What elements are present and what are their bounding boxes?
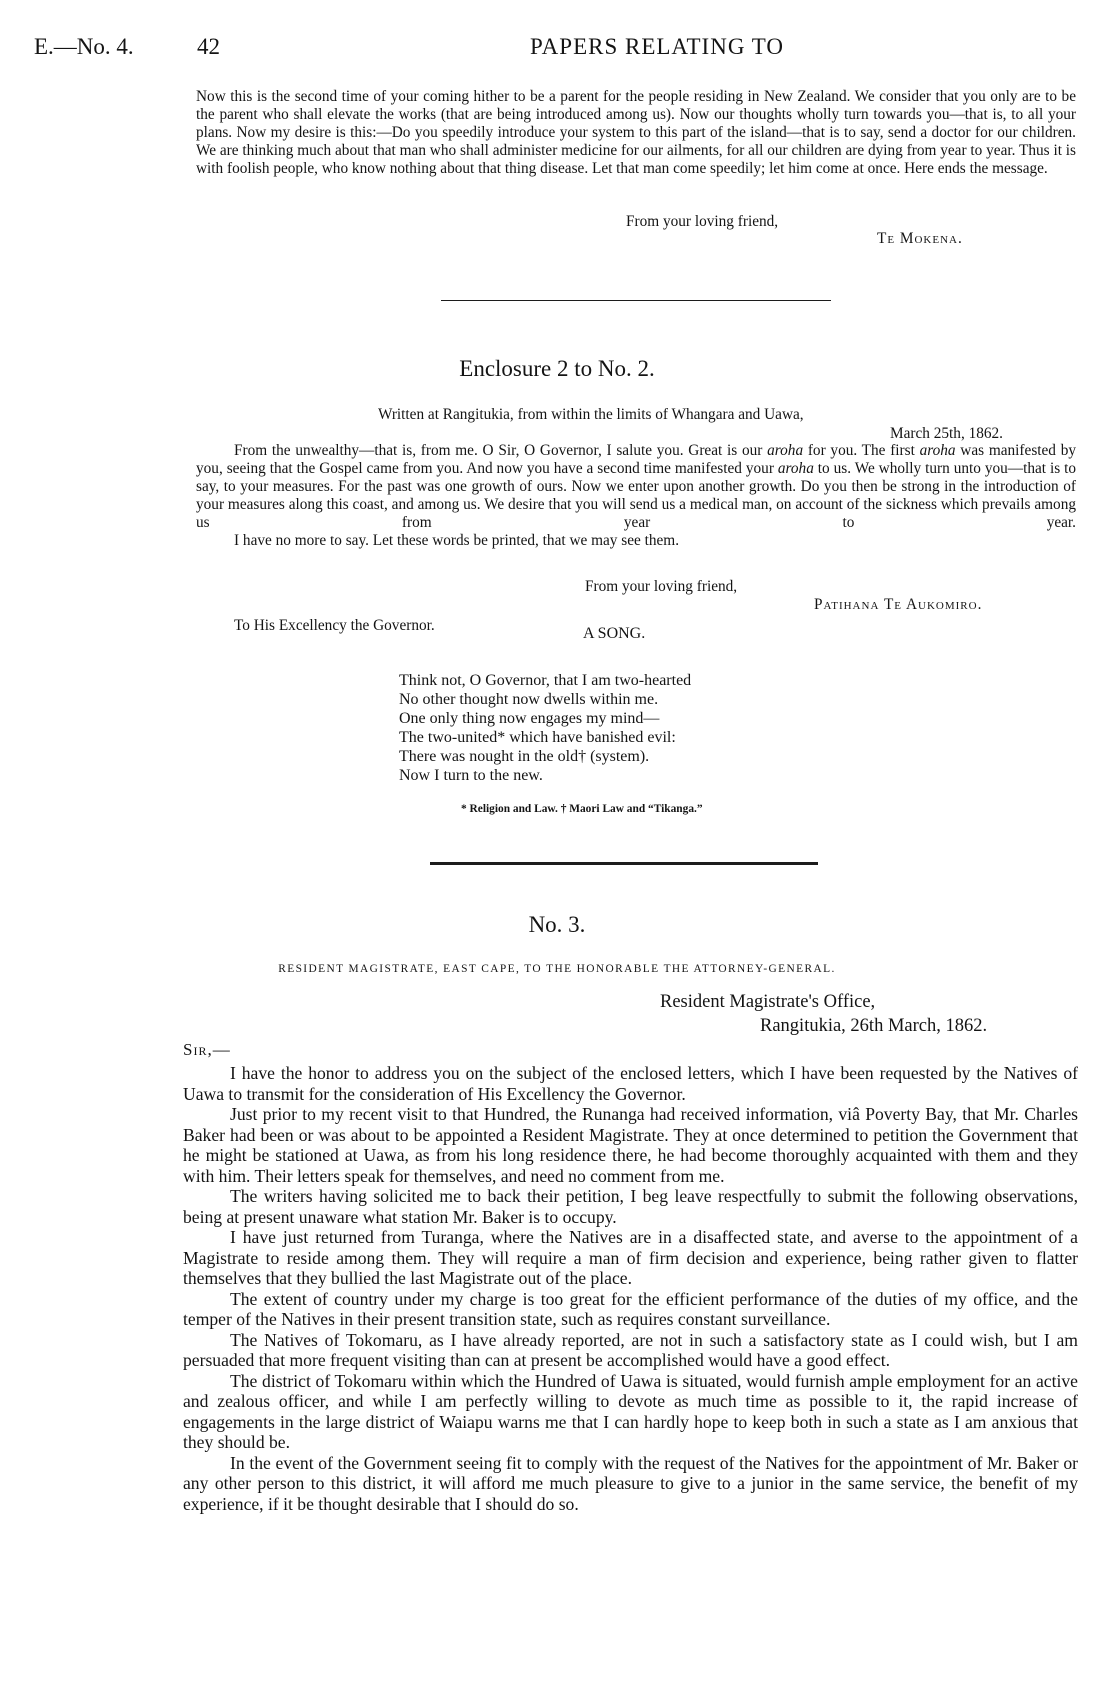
report-paragraph: Just prior to my recent visit to that Hundred, the Runanga had received information, viâ Poverty Bay, that Mr. Charles Baker had been or was about to be appointed a Resident Magistrate. They at once determined to petition the Government that he might be stationed at Uawa, as from his long residence there, he had become thoroughly acquainted with them and they with him. Their letters speak for themselves, and need no comment from me. xyxy=(183,1104,1078,1186)
text-run: for you. The first xyxy=(803,442,920,459)
enclosure-heading: Enclosure 2 to No. 2. xyxy=(459,356,655,381)
sender-address-line: Resident Magistrate's Office, xyxy=(660,992,876,1012)
maori-word: aroha xyxy=(919,442,956,459)
text-run: From the unwealthy—that is, from me. O Sir, O Governor, I salute you. Great is our xyxy=(234,442,768,459)
report-paragraph: The district of Tokomaru within which the Hundred of Uawa is situated, would furnish ample employment for an active and zealous officer, and while I am perfectly willing to devote as much time as possible to it, the rapid increase of engagements in the large district of Waiapu warns me that I can hardly hope to keep both in such a state as I am anxious that they should be. xyxy=(183,1370,1078,1452)
letter-date: March 25th, 1862. xyxy=(890,425,1004,442)
song-line: No other thought now dwells within me. xyxy=(399,690,659,708)
sender-address-date: Rangitukia, 26th March, 1862. xyxy=(760,1016,988,1036)
report-paragraph: In the event of the Government seeing fit to comply with the request of the Natives for the appointment of Mr. Baker or any other person to this district, it will afford me much pleasure to give to a junior in the same service, the benefit of my experience, if it be thought desirable that I should do so. xyxy=(183,1452,1078,1514)
page-running-title: PAPERS RELATING TO xyxy=(529,34,785,59)
letter-body xyxy=(196,88,1076,178)
letter-paragraph: Now this is the second time of your coming hither to be a parent for the people residing in New Zealand. We consider that you only are to be the parent who shall elevate the works (that are being introduced among us). Now our thoughts wholly turn towards you—that is, to all your plans. Now my desire is this:—Do you speedily introduce your system to this part of the island—that is to say, send a doctor for our children. We are thinking much about that man who shall administer medicine for our ailments, for all our children are dying from year to year. Thus it is with foolish people, who know nothing about that thing disease. Let that man come speedily; let him come at once. Here ends the message. xyxy=(196,88,1076,177)
document-number-heading: No. 3. xyxy=(528,912,586,937)
maori-word: aroha xyxy=(767,442,804,459)
song-line: Now I turn to the new. xyxy=(399,766,543,784)
text-run: to us. We wholly turn unto you—that is to say, to your measures. For the past was one growth of ours. Now we enter upon another growth. Do you then be strong in the introduction of your measures along this coast, and among us. We desire that you will send us a medical man, on account of the sickness which prevails among us from year to year. xyxy=(196,459,1076,531)
enclosure-paragraph xyxy=(196,442,1076,532)
letter-signature: Te Mokena. xyxy=(877,230,963,247)
report-body xyxy=(183,1063,1078,1514)
section-divider-thick xyxy=(430,862,818,865)
song-line: The two-united* which have banished evil: xyxy=(399,728,676,746)
page-number: 42 xyxy=(197,34,220,59)
letter-closing: From your loving friend, xyxy=(585,578,738,595)
song-line: Think not, O Governor, that I am two-hearted xyxy=(399,672,692,689)
document-subheading: RESIDENT MAGISTRATE, EAST CAPE, TO THE HONORABLE THE ATTORNEY-GENERAL. xyxy=(278,963,836,975)
song-title: A SONG. xyxy=(583,625,646,642)
song-footnotes: * Religion and Law. † Maori Law and “Tikanga.” xyxy=(461,803,703,815)
song-line: One only thing now engages my mind— xyxy=(399,709,660,727)
enclosure-paragraph: I have no more to say. Let these words be printed, that we may see them. xyxy=(234,531,680,549)
maori-word: aroha xyxy=(777,459,814,477)
report-paragraph: I have just returned from Turanga, where the Natives are in a disaffected state, and averse to the appointment of a Magistrate to reside among them. They will require a man of firm decision and experience, being rather given to flatter themselves that they bullied the last Magistrate out of the place. xyxy=(183,1227,1078,1288)
section-divider xyxy=(441,300,831,301)
report-paragraph: The extent of country under my charge is too great for the efficient performance of the duties of my office, and the temper of the Natives in their present transition state, such as requires constant surveillance. xyxy=(183,1288,1078,1329)
report-paragraph: The writers having solicited me to back their petition, I beg leave respectfully to submit the following observations, being at present unaware what station Mr. Baker is to occupy. xyxy=(183,1186,1078,1227)
report-paragraph: The Natives of Tokomaru, as I have already reported, are not in such a satisfactory state as I could wish, but I am persuaded that more frequent visiting than can at present be accomplished would have a good effect. xyxy=(183,1329,1078,1370)
song-verse xyxy=(399,672,691,785)
report-paragraph: I have the honor to address you on the subject of the enclosed letters, which I have been requested by the Natives of Uawa to transmit for the consideration of His Excellency the Governor. xyxy=(183,1063,1078,1104)
document-reference: E.—No. 4. xyxy=(34,34,134,59)
song-line: There was nought in the old† (system). xyxy=(399,747,650,765)
text-run: was manifested by you, seeing that the Gospel came from you. And now you have a second time manifested your xyxy=(196,442,1076,477)
letter-closing: From your loving friend, xyxy=(626,213,779,230)
letter-place-line: Written at Rangitukia, from within the limits of Whangara and Uawa, xyxy=(378,406,804,423)
letter-signature: Patihana Te Aukomiro. xyxy=(814,596,983,613)
enclosure-body xyxy=(196,442,1076,549)
letter-addressee: To His Excellency the Governor. xyxy=(234,617,435,634)
salutation: Sir,— xyxy=(183,1040,231,1059)
